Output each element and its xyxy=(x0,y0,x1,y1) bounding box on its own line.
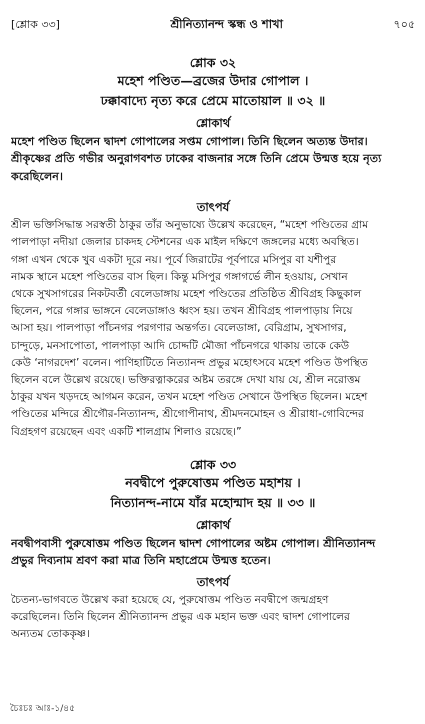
verse-33-translation xyxy=(11,535,415,570)
verse-32-translation xyxy=(11,133,415,185)
verse-32-line-2: ঢক্কাবাদ্যে নৃত্য করে প্রেমে মাতোয়াল ॥ ৩২ ॥ xyxy=(100,93,326,108)
verse-32-translation-heading: শ্লোকার্থ xyxy=(195,116,231,130)
translation-line: নবদ্বীপবাসী পুরুষোত্তম পণ্ডিত ছিলেন দ্বাদশ গোপালের অষ্টম গোপাল। শ্রীনিত্যানন্দ xyxy=(11,536,376,550)
purport-line: পালপাড়া নদীয়া জেলার চাকদহ স্টেশনের এক মাইল দক্ষিণে জঙ্গলের মধ্যে অবস্থিত। xyxy=(11,236,359,249)
purport-line: কেউ ‘নাগরদেশ’ বলেন। পাণিহাটিতে নিত্যানন্দ প্রভুর মহোৎসবে মহেশ পণ্ডিত উপস্থিত xyxy=(11,356,368,369)
verse-33-translation-heading: শ্লোকার্থ xyxy=(195,517,231,532)
purport-line: পণ্ডিতের মন্দিরে শ্রীগৌর-নিত্যানন্দ, শ্রীগোপীনাথ, শ্রীমদনমোহন ও শ্রীরাধা-গোবিন্দের xyxy=(11,408,364,421)
purport-line: করেছিলেন। তিনি ছিলেন শ্রীনিত্যানন্দ প্রভুর এক মহান ভক্ত এবং দ্বাদশ গোপালের xyxy=(11,610,350,623)
purport-line: চান্দুড়ে, মনসাপোতা, পালপাড়া আদি চোদ্দটি মৌজা পাঁচনগরে থাকায় তাকে কেউ xyxy=(11,339,350,352)
verse-32-purport xyxy=(11,217,415,441)
purport-line: থেকে সুখসাগরের নিকটবর্তী বেলেডাঙ্গায় মহেশ পণ্ডিতের প্রতিষ্ঠিত শ্রীবিগ্রহ কিছুকাল xyxy=(11,288,362,301)
purport-line: বিগ্রহগণ রয়েছেন এবং একটি শালগ্রাম শিলাও রয়েছে।” xyxy=(11,425,242,438)
page-footer-signature: চৈঃচঃ আঃ-১/৪৫ xyxy=(10,704,75,714)
page-header xyxy=(11,13,415,37)
header-verse-ref: [শ্লোক ৩৩] xyxy=(11,17,60,31)
book-page xyxy=(0,13,425,724)
purport-line: ছিলেন, পরে গঙ্গার ভাঙ্গনে বেলেডাঙ্গাও ধ্বংস হয়। তখন শ্রীবিগ্রহ পালপাড়ায় নিয়ে xyxy=(11,305,353,318)
purport-line: আসা হয়। পালপাড়া পাঁচনগর পরগণার অন্তর্গত। বেলেডাঙ্গা, বেরিগ্রাম, সুখসাগর, xyxy=(11,322,347,335)
translation-line: শ্রীকৃষ্ণের প্রতি গভীর অনুরাগবশত ঢাকের বাজনার সঙ্গে তিনি প্রেমে উন্মত্ত হয়ে নৃত্য xyxy=(11,152,382,166)
purport-line: নামক স্থানে মহেশ পণ্ডিতের বাস ছিল। কিন্তু মসিপুর গঙ্গাগর্ভে লীন হওয়ায়, সেখান xyxy=(11,270,348,283)
purport-line: গঙ্গা এখন থেকে খুব একটা দূরে নয়। পূর্বে জিরাটের পূর্বপারে মসিপুর বা যশীপুর xyxy=(11,253,337,266)
verse-32-line-1: মহেশ পণ্ডিত—ব্রজের উদার গোপাল । xyxy=(117,73,309,88)
verse-33-line-2: নিত্যানন্দ-নামে যাঁর মহোন্মাদ হয় ॥ ৩৩ ॥ xyxy=(110,494,316,510)
verse-32-purport-heading: তাৎপর্য xyxy=(196,200,230,215)
verse-33-purport xyxy=(11,592,415,644)
translation-line: প্রভুর দিব্যনাম শ্রবণ করা মাত্র তিনি মহাপ্রেমে উন্মত্ত হতেন। xyxy=(11,554,271,568)
verse-33-number: শ্লোক ৩৩ xyxy=(189,456,237,472)
verse-33-line-1: নবদ্বীপে পুরুষোত্তম পণ্ডিত মহাশয় । xyxy=(125,474,301,490)
purport-line: অন্যতম তোককৃষ্ণ। xyxy=(11,628,90,641)
purport-line: ঠাকুর যখন খড়দহে আগমন করেন, তখন মহেশ পণ্ডিত সেখানে উপস্থিত ছিলেন। মহেশ xyxy=(11,391,368,404)
purport-line: শ্রীল ভক্তিসিদ্ধান্ত সরস্বতী ঠাকুর তাঁর অনুভাষ্যে উল্লেখ করেছেন, “মহেশ পণ্ডিতের গ্রাম xyxy=(11,219,369,232)
verse-33-purport-heading: তাৎপর্য xyxy=(196,574,230,589)
purport-line: ছিলেন বলে উল্লেখ রয়েছে। ভক্তিরত্নাকরের অষ্টম তরঙ্গে দেখা যায় যে, শ্রীল নরোত্তম xyxy=(11,374,361,387)
purport-line: চৈতন্য-ভাগবতে উল্লেখ করা হয়েছে যে, পুরুষোত্তম পণ্ডিত নবদ্বীপে জন্মগ্রহণ xyxy=(11,593,329,606)
verse-32-number: শ্লোক ৩২ xyxy=(189,55,237,70)
translation-line: মহেশ পণ্ডিত ছিলেন দ্বাদশ গোপালের সপ্তম গোপাল। তিনি ছিলেন অত্যন্ত উদার। xyxy=(11,135,368,148)
header-page-number: ৭০৫ xyxy=(393,17,415,31)
translation-line: করেছিলেন। xyxy=(11,169,63,183)
header-chapter-title: শ্রীনিত্যানন্দ স্কন্ধ ও শাখা xyxy=(170,16,283,31)
